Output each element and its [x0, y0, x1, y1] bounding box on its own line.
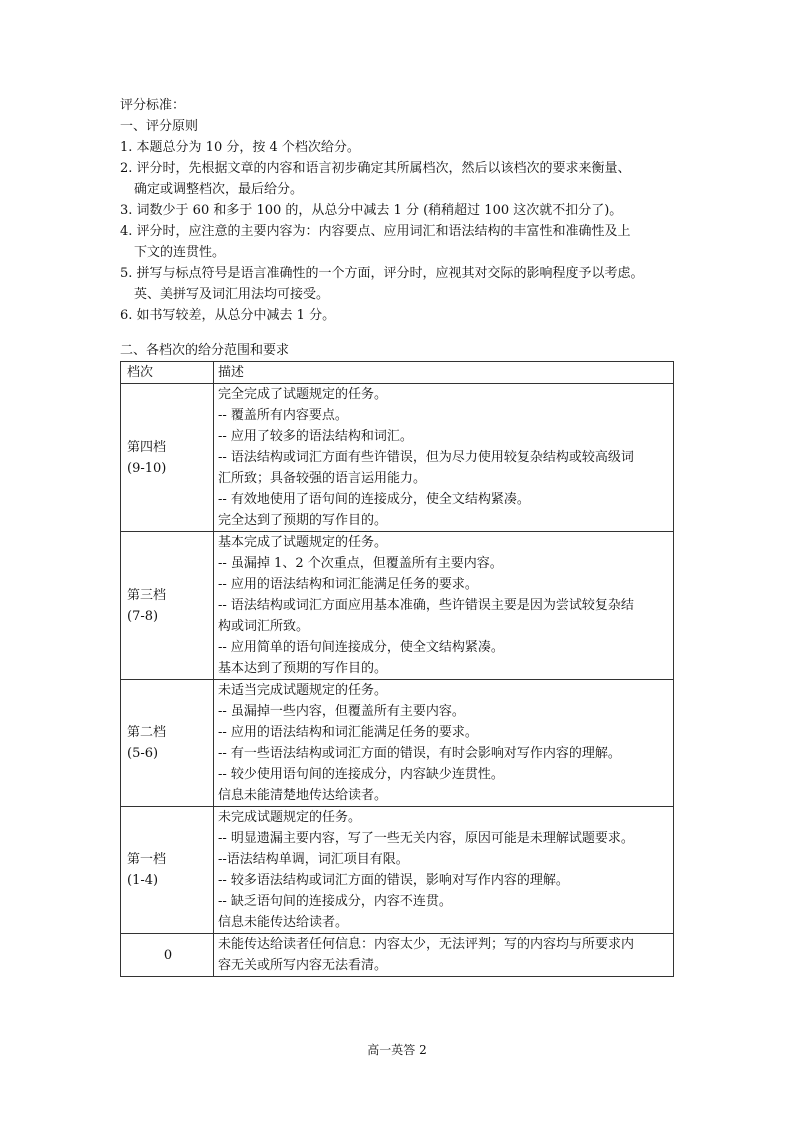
rule-line: 4. 评分时，应注意的主要内容为：内容要点、应用词汇和语法结构的丰富性和准确性及上: [120, 224, 631, 239]
grade-label: 第三档: [127, 587, 167, 603]
section1-heading: 一、评分原则: [120, 119, 199, 134]
description-line: 基本达到了预期的写作目的。: [218, 661, 388, 676]
table-row: [121, 532, 674, 680]
column-header-description: 描述: [214, 362, 674, 384]
description-cell: [214, 384, 674, 532]
grade-rows: [121, 384, 674, 977]
description-line: -- 有效地使用了语句间的连接成分，使全文结构紧凑。: [218, 492, 530, 507]
description-line: 汇所致；具备较强的语言运用能力。: [218, 471, 427, 486]
description-line: -- 虽漏掉一些内容，但覆盖所有主要内容。: [218, 704, 465, 719]
description-line: 未能传达给读者任何信息：内容太少，无法评判；写的内容均与所要求内: [218, 937, 635, 952]
description-cell: [214, 532, 674, 680]
description-line: -- 应用了较多的语法结构和词汇。: [218, 429, 413, 444]
page-footer: 高一英答 2: [367, 1043, 427, 1057]
description-line: 信息未能清楚地传达给读者。: [218, 788, 388, 803]
description-line: -- 应用简单的语句间连接成分，使全文结构紧凑。: [218, 640, 504, 655]
rule-line: 6. 如书写较差，从总分中减去 1 分。: [120, 308, 336, 323]
rule-line-continued: 英、美拼写及词汇用法均可接受。: [134, 287, 330, 302]
table-row: [121, 384, 674, 532]
description-line: 完全完成了试题规定的任务。: [218, 387, 388, 402]
grade-label: 第四档: [127, 439, 167, 455]
description-line: 未适当完成试题规定的任务。: [218, 683, 388, 698]
rule-item: [120, 200, 676, 221]
rule-item: [120, 221, 676, 263]
description-line: -- 有一些语法结构或词汇方面的错误，有时会影响对写作内容的理解。: [218, 746, 621, 761]
rule-line-continued: 确定或调整档次，最后给分。: [134, 182, 304, 197]
description-line: -- 语法结构或词汇方面应用基本准确，些许错误主要是因为尝试较复杂结: [218, 598, 634, 613]
description-line: -- 语法结构或词汇方面有些许错误，但为尽力使用较复杂结构或较高级词: [218, 450, 634, 465]
description-line: 构或词汇所致。: [218, 619, 310, 634]
rule-item: [120, 158, 676, 200]
rule-line: 1. 本题总分为 10 分，按 4 个档次给分。: [120, 140, 360, 155]
grade-label: 第二档: [127, 725, 167, 740]
description-line: 完全达到了预期的写作目的。: [218, 513, 388, 528]
grade-label: 第一档: [127, 852, 167, 867]
description-line: --语法结构单调，词汇项目有限。: [218, 852, 409, 867]
grade-cell: [121, 680, 214, 807]
description-line: -- 应用的语法结构和词汇能满足任务的要求。: [218, 577, 478, 592]
description-line: -- 覆盖所有内容要点。: [218, 408, 348, 423]
description-cell: [214, 807, 674, 934]
grade-cell: [121, 532, 214, 680]
rules-list: [120, 137, 676, 326]
table-row: [121, 680, 674, 807]
description-line: -- 较多语法结构或词汇方面的错误，影响对写作内容的理解。: [218, 873, 569, 888]
description-line: -- 明显遗漏主要内容，写了一些无关内容，原因可能是未理解试题要求。: [218, 831, 634, 846]
table-row: [121, 807, 674, 934]
table-row: [121, 934, 674, 977]
grade-range: (1-4): [127, 873, 159, 888]
rule-item: [120, 137, 676, 158]
rule-item: [120, 305, 676, 326]
description-line: 未完成试题规定的任务。: [218, 810, 362, 825]
document-body: [120, 95, 676, 977]
rule-line: 5. 拼写与标点符号是语言准确性的一个方面，评分时，应视其对交际的影响程度予以考虑。: [120, 266, 644, 281]
rule-line-continued: 下文的连贯性。: [134, 245, 226, 260]
spacer: [120, 326, 676, 340]
description-cell: [214, 680, 674, 807]
description-line: -- 较少使用语句间的连接成分，内容缺少连贯性。: [218, 767, 504, 782]
rule-line: 3. 词数少于 60 和多于 100 的，从总分中减去 1 分 (稍稍超过 100 这次就不扣分了)。: [120, 203, 623, 218]
page-title: 评分标准：: [120, 98, 186, 113]
rule-item: [120, 263, 676, 305]
description-line: 基本完成了试题规定的任务。: [218, 535, 388, 550]
description-line: 信息未能传达给读者。: [218, 915, 349, 930]
description-line: -- 应用的语法结构和词汇能满足任务的要求。: [218, 725, 478, 740]
description-line: 容无关或所写内容无法看清。: [218, 958, 388, 973]
grade-cell: [121, 384, 214, 532]
section2-heading: 二、各档次的给分范围和要求: [120, 343, 290, 358]
grade-cell: [121, 934, 214, 977]
table-header-row: [121, 362, 674, 384]
description-line: -- 缺乏语句间的连接成分，内容不连贯。: [218, 894, 452, 909]
column-header-grade: 档次: [121, 362, 214, 384]
description-cell: [214, 934, 674, 977]
grade-range: (9-10): [127, 460, 167, 476]
grade-label: 0: [163, 947, 173, 963]
grading-table: [120, 361, 674, 977]
rule-line: 2. 评分时，先根据文章的内容和语言初步确定其所属档次，然后以该档次的要求来衡量、: [120, 161, 631, 176]
description-line: -- 虽漏掉 1、2 个次重点，但覆盖所有主要内容。: [218, 556, 503, 571]
grade-range: (7-8): [127, 608, 159, 624]
grade-range: (5-6): [127, 746, 159, 761]
grade-cell: [121, 807, 214, 934]
